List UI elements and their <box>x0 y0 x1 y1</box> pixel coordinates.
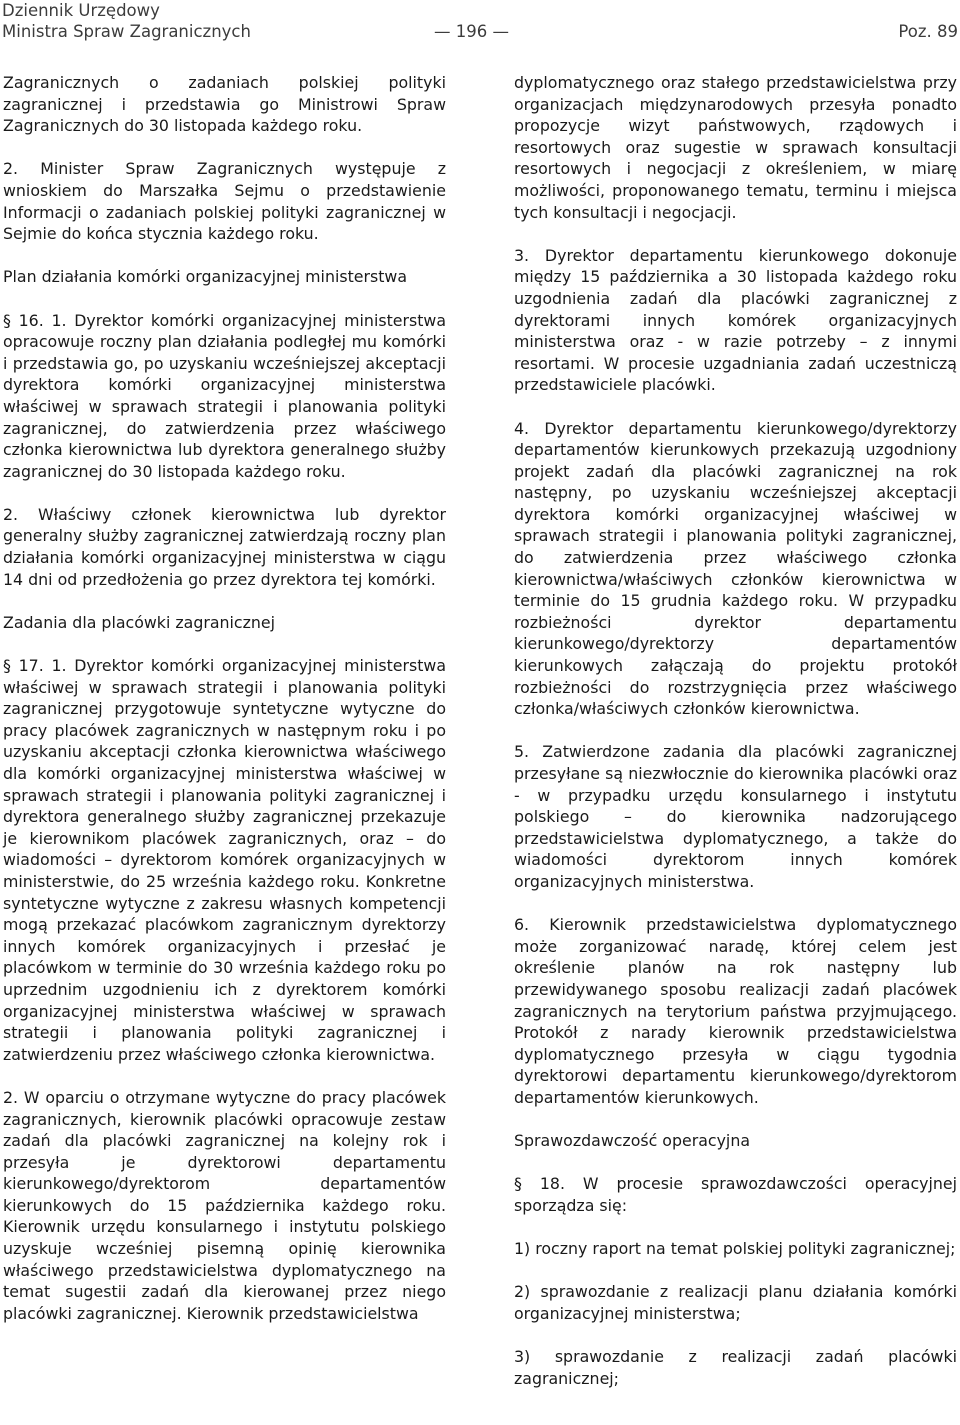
paragraph-17-5: 5. Zatwierdzone zadania dla placówki zagranicznej przesyłane są niezwłocznie do kierownika placówki oraz - w przypadku urzędu konsularnego i instytutu polskiego – do kierownika nadzorującego przedstawicielstwa dyplomatycznego, a także do wiadomości dyrektorom innych komórek organizacyjnych ministerstwa. <box>514 742 957 891</box>
paragraph-17-6: 6. Kierownik przedstawicielstwa dyplomatycznego może zorganizować naradę, której celem jest określenie planów na rok następny lub przewidywanego sposobu realizacji zadań placówek zagranicznych na terytorium państwa przyjmującego. Protokół z narady kierownik przedstawicielstwa dyplomatycznego przesyła w ciągu tygodnia dyrektorowi departamentu kierunkowego/dyrektorom departamentów kierunkowych. <box>514 915 957 1107</box>
paragraph-17-2-continuation: dyplomatycznego oraz stałego przedstawicielstwa przy organizacjach międzynarodowych przesyła ponadto propozycje wizyt państwowych, rządowych i resortowych oraz sugestie w sprawach konsultacji resortowych i negocjacji z określeniem, w miarę możliwości, proponowanego tematu, terminu i miejsca tych konsultacji i negocjacji. <box>514 73 957 222</box>
ministry-name: Ministra Spraw Zagranicznych <box>2 22 251 41</box>
page-header <box>2 0 958 44</box>
section-heading-tasks: Zadania dla placówki zagranicznej <box>3 612 276 632</box>
paragraph-continuation: Zagranicznych o zadaniach polskiej polityki zagranicznej i przedstawia go Ministrowi Spraw Zagranicznych do 30 listopada każdego roku. <box>3 73 446 136</box>
section-heading-plan: Plan działania komórki organizacyjnej ministerstwa <box>3 267 408 287</box>
list-item-1: 1) roczny raport na temat polskiej polityki zagranicznej; <box>514 1239 956 1259</box>
paragraph-17-4: 4. Dyrektor departamentu kierunkowego/dyrektorzy departamentów kierunkowych przekazują uzgodniony projekt zadań dla placówki zagranicznej na rok następny, po uzyskaniu wcześniejszej akceptacji dyrektora komórki organizacyjnej właściwej w sprawach strategii i planowania polityki zagranicznej, do zatwierdzenia przez właściwego członka kierownictwa/właściwych członków kierownictwa w terminie do 15 grudnia każdego roku. W przypadku rozbieżności dyrektor departamentu kierunkowego/dyrektorzy departamentów kierunkowych załączają do projektu protokół rozbieżności do rozstrzygnięcia przez właściwego członka/właściwych członków kierownictwa. <box>514 418 957 719</box>
list-item-3: 3) sprawozdanie z realizacji zadań placówki zagranicznej; <box>514 1347 957 1388</box>
paragraph-17-3: 3. Dyrektor departamentu kierunkowego dokonuje między 15 października a 30 listopada każdego roku uzgodnienia zadań dla placówki zagranicznej z dyrektorami innych komórek organizacyjnych ministerstwa oraz - w razie potrzeby – z innymi resortami. W procesie uzgadniania zadań uczestniczą przedstawiciele placówki. <box>514 245 957 395</box>
paragraph-17-2: 2. W oparciu o otrzymane wytyczne do pracy placówek zagranicznych, kierownik placówki opracowuje zestaw zadań dla placówki zagranicznej na kolejny rok i przesyła je dyrektorowi departamentu kierunkowego/dyrektorom departamentów kierunkowych do 15 października każdego roku. Kierownik urzędu konsularnego i instytutu polskiego uzyskuje wcześniej pisemną opinię kierownika właściwego przedstawicielstwa dyplomatycznego na temat sugestii zadań dla kierowanej przez niego placówki zagranicznej. Kierownik przedstawicielstwa <box>3 1087 446 1323</box>
right-column <box>514 72 957 1411</box>
paragraph-16-1: § 16. 1. Dyrektor komórki organizacyjnej ministerstwa opracowuje roczny plan działania podległej mu komórki i przedstawia go, po uzyskaniu wcześniejszej akceptacji dyrektora komórki organizacyjnej ministerstwa właściwej w sprawach strategii i planowania polityki zagranicznej, do zatwierdzenia przez właściwego członka kierownictwa lub dyrektora generalnego służby zagranicznej do 30 listopada każdego roku. <box>3 310 446 481</box>
paragraph-17-1: § 17. 1. Dyrektor komórki organizacyjnej ministerstwa właściwej w sprawach strategii i planowania polityki zagranicznej przygotowuje syntetyczne wytyczne do pracy placówek zagranicznych w następnym roku i po uzyskaniu akceptacji członka kierownictwa właściwego dla komórki organizacyjnej ministerstwa właściwej w sprawach strategii i planowania polityki zagranicznej i dyrektora generalnego służby zagranicznej przekazuje je kierownikom placówek zagranicznych, oraz – do wiadomości – dyrektorom komórek organizacyjnych w ministerstwie, do 25 września każdego roku. Konkretne syntetyczne wytyczne z zakresu własnych kompetencji mogą przekazać placówkom zagranicznym dyrektorzy innych komórek organizacyjnych i przesłać je placówkom w terminie do 30 września każdego roku po uprzednim uzgodnieniu ich z dyrektorem komórki organizacyjnej ministerstwa właściwej w sprawach strategii i planowania polityki zagranicznej i zatwierdzeniu przez właściwego członka kierownictwa. <box>3 656 446 1064</box>
paragraph-15-2: 2. Minister Spraw Zagranicznych występuje z wnioskiem do Marszałka Sejmu o przedstawienie Informacji o zadaniach polskiej polityki zagranicznej w Sejmie do końca stycznia każdego roku. <box>3 159 446 244</box>
section-heading-reporting: Sprawozdawczość operacyjna <box>514 1131 751 1151</box>
journal-title: Dziennik Urzędowy <box>2 1 160 20</box>
paragraph-16-2: 2. Właściwy członek kierownictwa lub dyrektor generalny służby zagranicznej zatwierdzają roczny plan działania komórki organizacyjnej ministerstwa w ciągu 14 dni od przedłożenia go przez dyrektora tej komórki. <box>3 504 446 589</box>
page-number: — 196 — <box>434 22 509 41</box>
item-number: Poz. 89 <box>898 22 958 41</box>
left-column <box>3 72 446 1346</box>
paragraph-18: § 18. W procesie sprawozdawczości operacyjnej sporządza się: <box>514 1174 957 1215</box>
list-item-2: 2) sprawozdanie z realizacji planu działania komórki organizacyjnej ministerstwa; <box>514 1282 957 1323</box>
